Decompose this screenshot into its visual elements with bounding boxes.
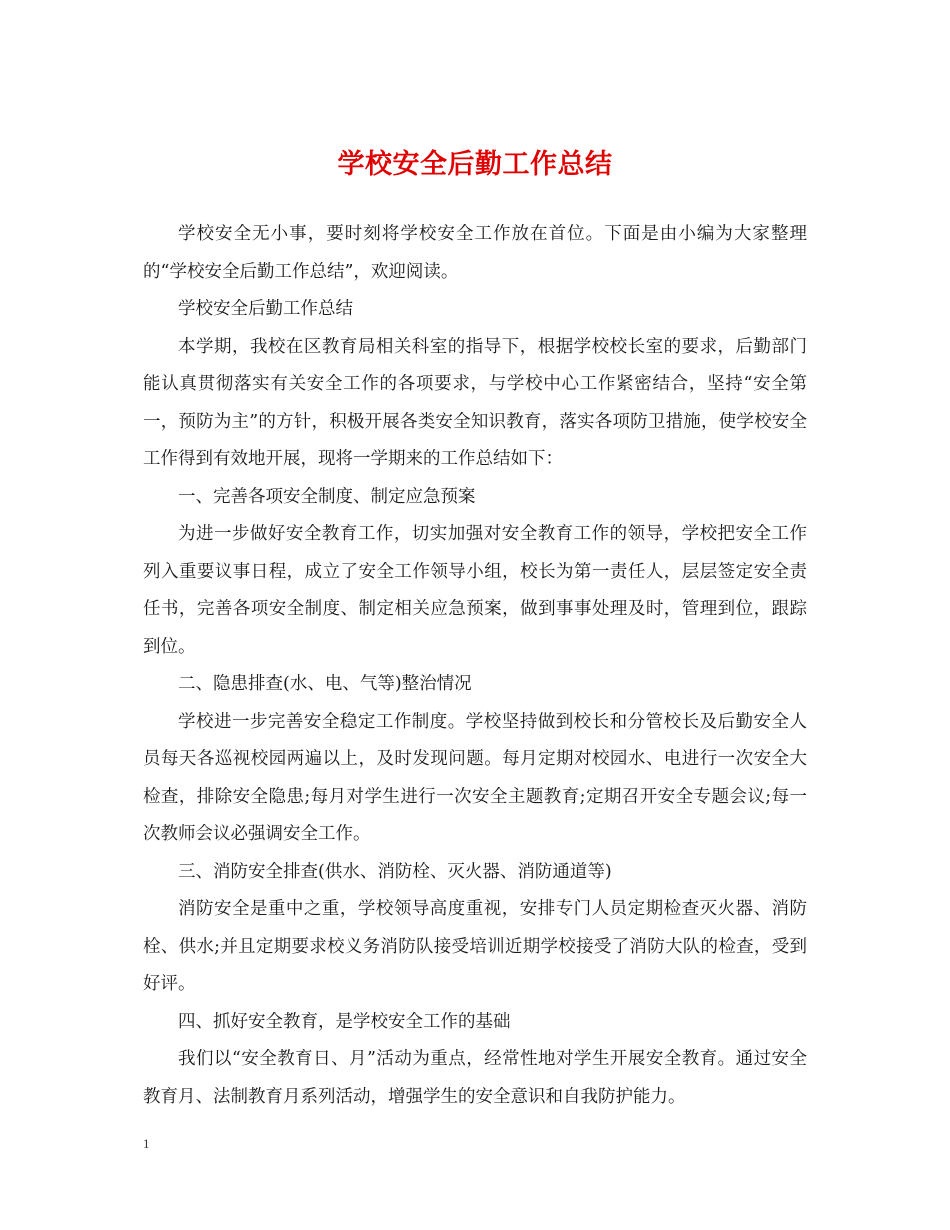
section-heading-2: 二、隐患排查(水、电、气等)整治情况 bbox=[178, 674, 472, 694]
section-paragraph-1: 为进一步做好安全教育工作，切实加强对安全教育工作的领导，学校把安全工作列入重要议事日程，成立了安全工作领导小组，校长为第一责任人，层层签定安全责任书，完善各项安全制度、制定相关应急预案，做到事事处理及时，管理到位，跟踪到位。 bbox=[143, 524, 807, 657]
section-paragraph-4: 我们以“安全教育日、月”活动为重点，经常性地对学生开展安全教育。通过安全教育月、法制教育月系列活动，增强学生的安全意识和自我防护能力。 bbox=[143, 1049, 807, 1107]
document-body bbox=[143, 216, 807, 1116]
document-title: 学校安全后勤工作总结 bbox=[337, 149, 613, 180]
subtitle-heading: 学校安全后勤工作总结 bbox=[178, 299, 353, 319]
section-paragraph-2: 学校进一步完善安全稳定工作制度。学校坚持做到校长和分管校长及后勤安全人员每天各巡视校园两遍以上，及时发现问题。每月定期对校园水、电进行一次安全大检查，排除安全隐患;每月对学生进行一次安全主题教育;定期召开安全专题会议;每一次教师会议必强调安全工作。 bbox=[143, 711, 807, 844]
summary-paragraph: 本学期，我校在区教育局相关科室的指导下，根据学校校长室的要求，后勤部门能认真贯彻落实有关安全工作的各项要求，与学校中心工作紧密结合，坚持“安全第一，预防为主”的方针，积极开展各类安全知识教育，落实各项防卫措施，使学校安全工作得到有效地开展，现将一学期来的工作总结如下： bbox=[143, 336, 807, 469]
section-heading-3: 三、消防安全排查(供水、消防栓、灭火器、消防通道等) bbox=[178, 861, 612, 882]
section-paragraph-3: 消防安全是重中之重，学校领导高度重视，安排专门人员定期检查灭火器、消防栓、供水;并且定期要求校义务消防队接受培训近期学校接受了消防大队的检查，受到好评。 bbox=[143, 899, 807, 994]
intro-paragraph: 学校安全无小事，要时刻将学校安全工作放在首位。下面是由小编为大家整理的“学校安全后勤工作总结”，欢迎阅读。 bbox=[143, 224, 807, 282]
page-number: 1 bbox=[143, 1136, 150, 1151]
section-heading-1: 一、完善各项安全制度、制定应急预案 bbox=[178, 486, 476, 507]
section-heading-4: 四、抓好安全教育，是学校安全工作的基础 bbox=[178, 1011, 511, 1032]
